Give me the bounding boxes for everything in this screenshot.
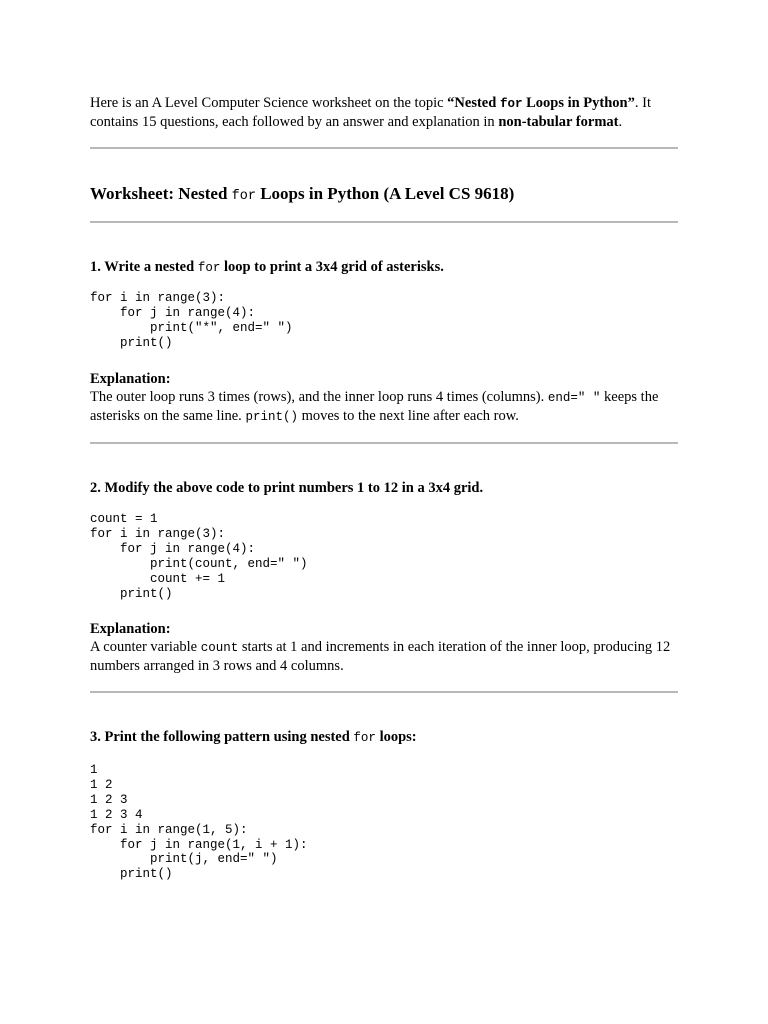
explanation-label: Explanation:: [90, 621, 171, 637]
question-1-code-block: [90, 291, 678, 351]
question-2-code-block: [90, 512, 678, 601]
question-2-explanation-text: [90, 638, 678, 675]
question-heading-part: 1. Write a nested: [90, 259, 198, 275]
worksheet-title-part: Worksheet: Nested: [90, 184, 232, 203]
intro-text-part: .: [618, 114, 623, 130]
intro-text-part: Here is an A Level Computer Science worksheet on the topic: [90, 95, 448, 111]
explanation-part: The outer loop runs 3 times (rows), and the inner loop runs 4 times (columns).: [90, 389, 548, 405]
worksheet-title-part: Loops in Python (A Level CS 9618): [255, 184, 515, 203]
explanation-part: A counter variable: [90, 639, 201, 655]
intro-text: [90, 94, 678, 131]
intro-paragraph: [90, 94, 678, 131]
question-heading-part: loop to print a 3x4 grid of asterisks.: [220, 259, 444, 275]
divider: [90, 442, 678, 444]
question-3-heading: [90, 728, 678, 747]
intro-topic-code: for: [499, 97, 523, 111]
question-3-code-block: [90, 763, 678, 882]
explanation-part: moves to the next line after each row.: [297, 408, 519, 424]
intro-emphasis: non-tabular format: [498, 114, 619, 130]
divider: [90, 221, 678, 223]
question-3: [90, 728, 678, 747]
intro-topic-part: Loops in Python”: [522, 95, 635, 111]
question-2-code: count = 1 for i in range(3): for j in range(4): print(count, end=" ") count += 1 print(): [90, 512, 308, 601]
question-2-explanation: [90, 620, 678, 675]
divider: [90, 147, 678, 149]
intro-text-part: . It contains 15 questions, each followed by an answer and explanation in: [90, 95, 651, 130]
explanation-label: Explanation:: [90, 371, 171, 387]
question-heading-part: 3. Print the following pattern using nested: [90, 729, 354, 745]
divider: [90, 691, 678, 693]
explanation-part: keeps the asterisks on the same line.: [90, 389, 659, 424]
intro-topic: [447, 95, 635, 111]
question-heading-code: for: [353, 731, 376, 745]
question-heading-code: for: [197, 261, 221, 275]
explanation-code: count: [200, 641, 239, 655]
question-1-explanation: [90, 370, 678, 426]
question-1: [90, 258, 678, 277]
question-heading-part: loops:: [375, 729, 417, 745]
explanation-code: end=" ": [547, 391, 601, 405]
question-2-heading: 2. Modify the above code to print numbers 1 to 12 in a 3x4 grid.: [90, 480, 484, 496]
intro-topic-part: “Nested: [447, 95, 500, 111]
explanation-part: starts at 1 and increments in each iteration of the inner loop, producing 12 numbers arranged in 3 rows and 4 columns.: [90, 639, 671, 674]
question-3-code: 1 1 2 1 2 3 1 2 3 4 for i in range(1, 5): for j in range(1, i + 1): print(j, end=" ") print(): [90, 763, 308, 882]
question-1-heading: [90, 258, 678, 277]
worksheet-title-block: [90, 183, 678, 208]
explanation-code: print(): [245, 410, 298, 424]
worksheet-title: [90, 183, 678, 208]
worksheet-title-code: for: [231, 189, 256, 204]
question-1-explanation-text: [90, 388, 678, 426]
question-2: [90, 479, 678, 497]
question-1-code: for i in range(3): for j in range(4): print("*", end=" ") print(): [90, 291, 293, 350]
